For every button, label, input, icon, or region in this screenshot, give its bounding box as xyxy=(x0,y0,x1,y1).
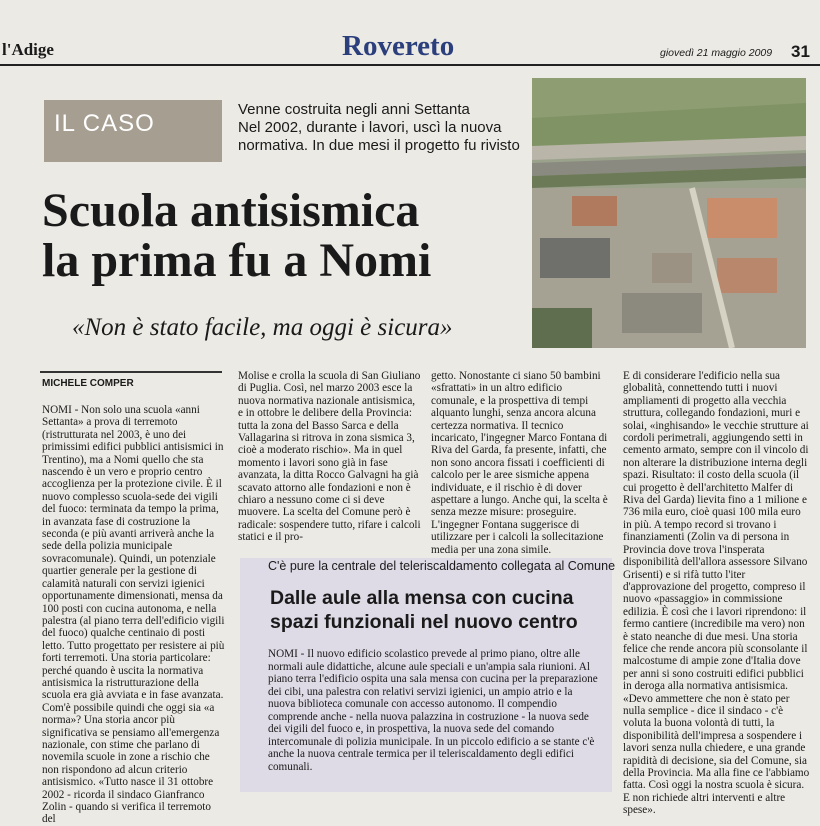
column-text: NOMI - Non solo una scuola «anni Settanta» a prova di terremoto (ristrutturata nel 2003, è uno dei primissimi edifici pubblici antisismici in Trentino), ma a Nomi quello che sta nascendo è un vero e proprio centro accoglienza per la protezione civile. È il nuovo complesso scuola-sede dei vigili del fuoco: terminata da tempo la prima, in avanzata fase di costruzione la seconda (e più avanti arriverà anche la sede della polizia municipale sovracomunale). Quindi, un potenziale quartier generale per la gestione di calamità naturali con servizi igienici opportunamente dimensionati, mensa da 100 posti con cucina autonoma, e nella palestra (al piano terra dell'edificio vigili del fuoco) qualche centinaio di posti letto. Tutto progettato per resistere ai più forti terremoti. Una storia particolare: perché quando è uscita la normativa antisismica la ristrutturazione della scuola era già avviata e in fase avanzata. Com'è possibile quindi che oggi sia «a norma»? Una storia ancor più significativa se pensiamo all'emergenza nazionale, con stime che parlano di novemila scuole in zone a rischio che non rispondono ad alcun criterio antisismico. «Tutto nasce il 31 ottobre 2002 - ricorda il sindaco Gianfranco Zolin - quando si verifica il terremoto del xyxy=(42,404,225,826)
subhead-line: Nel 2002, durante i lavori, uscì la nuova xyxy=(238,119,502,136)
byline-rule xyxy=(40,371,222,373)
deck-quote: «Non è stato facile, ma oggi è sicura» xyxy=(72,314,453,341)
aerial-photo xyxy=(532,78,806,348)
sidebar-title xyxy=(270,586,578,634)
column-text: getto. Nonostante ci siano 50 bambini «sfrattati» in un altro edificio comunale, e la prospettiva di tempi alquanto lunghi, senza ancora alcuna certezza normativa. Il tecnico incaricato, l'ingegner Marco Fontana di Riva del Garda, fa presente, infatti, che non sono ancora fissati i coefficienti di calcolo per le aree sismiche appena individuate, e il rischio è di dover aspettare a lungo. Anche qui, la scelta è senza mezze misure: proseguire. L'ingegner Fontana suggerisce di utilizzare per i calcoli la sollecitazione media per una zona simile. xyxy=(431,370,608,556)
article-column-4 xyxy=(623,370,810,817)
section-title: Rovereto xyxy=(342,30,455,62)
subhead-line: normativa. In due mesi il progetto fu rivisto xyxy=(238,137,520,154)
article-column-1 xyxy=(42,404,226,826)
sidebar-title-line: Dalle aule alla mensa con cucina xyxy=(270,587,574,609)
case-label-block xyxy=(44,100,222,162)
page-number: 31 xyxy=(791,42,810,61)
byline: MICHELE COMPER xyxy=(42,378,134,389)
article-column-3 xyxy=(431,370,609,556)
sidebar-title-line: spazi funzionali nel nuovo centro xyxy=(270,611,578,633)
column-text: Molise e crolla la scuola di San Giuliano di Puglia. Così, nel marzo 2003 esce la nuova normativa nazionale antisismica, e in ottobre le delibere della Provincia: tutta la zona del Basso Sarca e della Vallagarina si ritrova in zona sismica 3, cioè a moderato rischio». Ma in quel momento i lavori sono già in fase avanzata, la ditta Rocco Galvagni ha già scavato attorno alle fondazioni e non è chiaro a nessuno come ci si deve muovere. La scelta del Comune però è radicale: sospendere tutto, rifare i calcoli statici e il pro- xyxy=(238,370,421,544)
sidebar-kicker: C'è pure la centrale del teleriscaldamento collegata al Comune xyxy=(268,559,616,573)
case-label: IL CASO xyxy=(54,110,155,137)
headline xyxy=(42,186,431,286)
subheadline xyxy=(238,101,528,155)
column-text: E di considerare l'edificio nella sua globalità, connettendo tutti i nuovi ampliamenti di progetto alla vecchia struttura, collegando fondazioni, muri e solai, «inghisando» le vecchie strutture ai cordoli perimetrali, aggiungendo setti in cemento armato, sempre con il vincolo di non alterare la distribuzione interna degli spazi. Risultato: il costo della scuola (il cui progetto è dell'architetto Malfer di Riva del Garda) lievita fino a 1 milione e 736 mila euro, cioè quasi 100 mila euro in più. A tempo record si trovano i finanziamenti (Zolin va di persona in Provincia dove trova l'insperata disponibilità dell'allora assessore Silvano Grisenti) e si rifà tutto l'iter d'approvazione del progetto, compreso il nuovo «passaggio» in commissione edilizia. È così che i lavori riprendono: il fermo cantiere (incredibile ma vero) non è stato neanche di due mesi. Una storia felice che rende ancora più sconsolante il malcostume di ampie zone d'Italia dove per anni si sono costruiti edifici pubblici in deroga alla normativa antisismica. «Devo ammettere che non è stato per nulla semplice - dice il sindaco - c'è voluta la buona volontà di tutti, la disponibilità dell'impresa a sospendere i lavori senza nulla chiedere, e una grande rapidità di decisione, sia del Comune, sia della Provincia. Ma alla fine ce l'abbiamo fatta. Così oggi la nostra scuola è sicura. E non richiede altri interventi e altre spese». xyxy=(623,370,810,817)
newspaper-name: l'Adige xyxy=(2,40,54,59)
issue-date: giovedì 21 maggio 2009 xyxy=(660,47,773,59)
headline-line: Scuola antisismica xyxy=(42,184,420,237)
headline-line: la prima fu a Nomi xyxy=(42,234,432,287)
article-column-2 xyxy=(238,370,422,544)
sidebar-body: NOMI - Il nuovo edificio scolastico prevede al primo piano, oltre alle normali aule didattiche, alcune aule speciali e un'ampia sala riunioni. Al piano terra l'edificio ospita una sala mensa con cucina per la preparazione dei cibi, una palestra con relativi servizi igienici, un ampio atrio e la nuova biblioteca comunale con accesso autonomo. Il compendio comprende anche - nella nuova palazzina in costruzione - la nuova sede dei vigili del fuoco e, in prospettiva, la nuova sede del comando intercomunale di polizia municipale. In un piccolo edificio a se stante c'è anche la nuova centrale termica per il teleriscaldamento degli edifici comunali. xyxy=(268,648,598,773)
subhead-line: Venne costruita negli anni Settanta xyxy=(238,101,470,118)
masthead-rule xyxy=(0,64,820,66)
